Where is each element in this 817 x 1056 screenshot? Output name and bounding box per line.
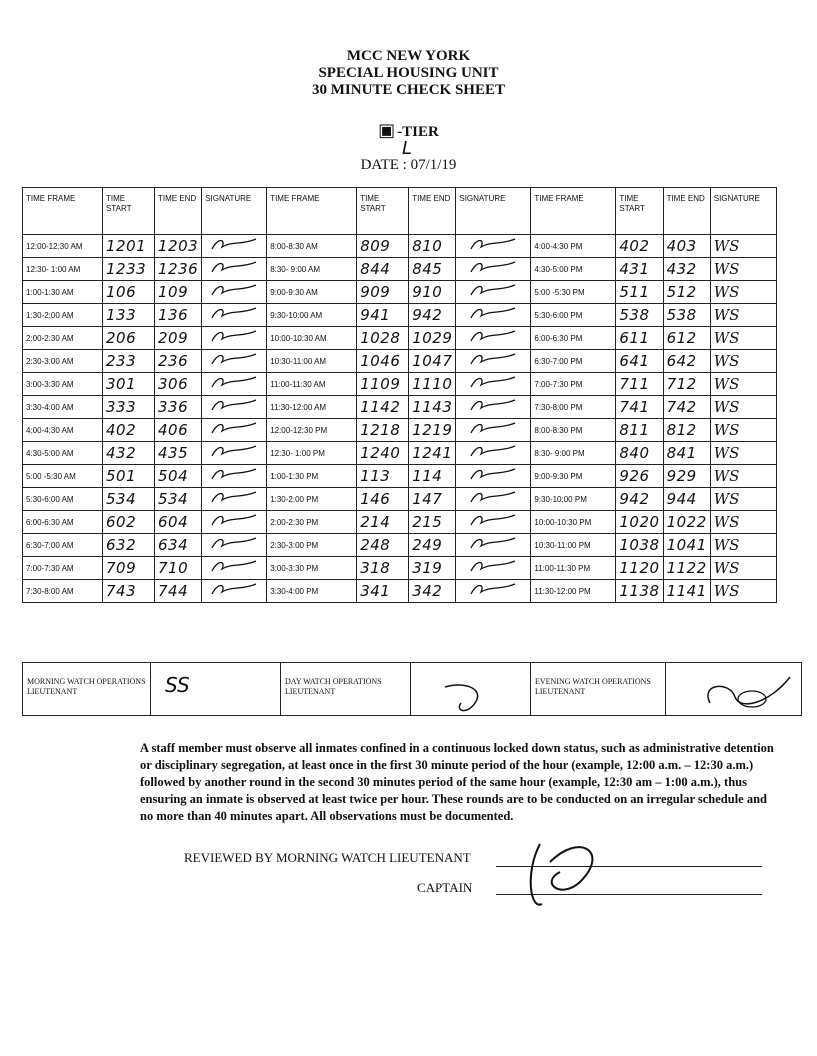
end-cell: 810	[409, 235, 456, 258]
time-frame-cell: 12:30- 1:00 PM	[267, 442, 357, 465]
signature-scrawl-icon	[206, 281, 262, 299]
start-cell: 1201	[103, 235, 155, 258]
time-frame-cell: 5:30-6:00 AM	[23, 488, 103, 511]
table-header-row	[23, 188, 777, 235]
col-time-end: TIME END	[663, 188, 710, 235]
start-cell: 840	[616, 442, 663, 465]
check-log-table	[22, 187, 777, 603]
table-row	[23, 396, 777, 419]
time-frame-cell: 9:30-10:00 AM	[267, 304, 357, 327]
start-cell: 1109	[357, 373, 409, 396]
signature-scrawl-icon	[206, 350, 262, 368]
time-frame-cell: 12:00-12:30 PM	[267, 419, 357, 442]
start-cell: 318	[357, 557, 409, 580]
end-cell: 534	[155, 488, 202, 511]
start-cell: 1038	[616, 534, 663, 557]
evening-signature-scrawl-icon	[680, 673, 800, 721]
end-cell: 114	[409, 465, 456, 488]
end-cell: 942	[409, 304, 456, 327]
time-frame-cell: 4:00-4:30 PM	[531, 235, 616, 258]
start-cell: 538	[616, 304, 663, 327]
tier-text: -TIER	[397, 124, 439, 140]
end-cell: 1122	[663, 557, 710, 580]
table-row	[23, 488, 777, 511]
end-cell: 319	[409, 557, 456, 580]
start-cell: 743	[103, 580, 155, 603]
col-time-frame: TIME FRAME	[23, 188, 103, 235]
start-cell: 711	[616, 373, 663, 396]
signature-cell	[456, 511, 531, 534]
time-frame-cell: 3:00-3:30 PM	[267, 557, 357, 580]
signature-scrawl-icon	[465, 304, 521, 322]
morning-lt-signature: SS	[151, 663, 281, 715]
end-cell: 1041	[663, 534, 710, 557]
time-frame-cell: 6:30-7:00 PM	[531, 350, 616, 373]
end-cell: 742	[663, 396, 710, 419]
table-row	[23, 419, 777, 442]
time-frame-cell: 2:30-3:00 AM	[23, 350, 103, 373]
signature-scrawl-icon	[465, 488, 521, 506]
signature-cell	[456, 580, 531, 603]
time-frame-cell: 9:00-9:30 PM	[531, 465, 616, 488]
evening-lt-label: EVENING WATCH OPERATIONS LIEUTENANT	[531, 663, 666, 715]
signature-cell	[456, 281, 531, 304]
time-frame-cell: 11:00-11:30 AM	[267, 373, 357, 396]
end-cell: 1241	[409, 442, 456, 465]
time-frame-cell: 4:00-4:30 AM	[23, 419, 103, 442]
col-signature: SIGNATURE	[456, 188, 531, 235]
check-log-body	[23, 235, 777, 603]
signature-cell: WS	[710, 419, 776, 442]
start-cell: 431	[616, 258, 663, 281]
time-frame-cell: 9:30-10:00 PM	[531, 488, 616, 511]
end-cell: 1143	[409, 396, 456, 419]
signature-scrawl-icon	[465, 511, 521, 529]
time-frame-cell: 4:30-5:00 PM	[531, 258, 616, 281]
signature-cell	[202, 419, 267, 442]
end-cell: 812	[663, 419, 710, 442]
time-frame-cell: 12:30- 1:00 AM	[23, 258, 103, 281]
time-frame-cell: 10:30-11:00 PM	[531, 534, 616, 557]
time-frame-cell: 7:00-7:30 AM	[23, 557, 103, 580]
reviewer-signature-icon	[520, 832, 610, 912]
reviewed-by-label: REVIEWED BY MORNING WATCH LIEUTENANT	[184, 850, 471, 865]
signature-scrawl-icon	[206, 258, 262, 276]
table-row	[23, 580, 777, 603]
time-frame-cell: 1:30-2:00 AM	[23, 304, 103, 327]
end-cell: 136	[155, 304, 202, 327]
day-lt-label	[281, 663, 411, 715]
col-signature: SIGNATURE	[202, 188, 267, 235]
end-cell: 215	[409, 511, 456, 534]
start-cell: 1046	[357, 350, 409, 373]
start-cell: 1120	[616, 557, 663, 580]
col-time-start: TIME START	[616, 188, 663, 235]
signature-cell	[202, 557, 267, 580]
table-row	[23, 281, 777, 304]
signature-scrawl-icon	[206, 465, 262, 483]
start-cell: 926	[616, 465, 663, 488]
signature-scrawl-icon	[206, 419, 262, 437]
sheet-header	[0, 48, 817, 99]
instructions-paragraph: A staff member must observe all inmates confined in a continuous locked down status, such as administrative detention or disciplinary segregation, at least once in the first 30 minute period of the hour (example, 12:00 a.m. – 12:30 a.m.) followed by another round in the second 30 minutes period of the same hour (example, 12:30 am – 1:00 a.m.), thus ensuring an inmate is observed at least twice per hour. These rounds are to be conducted on an irregular schedule and no more than 40 minutes apart. All observations must be documented.	[140, 741, 774, 823]
end-cell: 147	[409, 488, 456, 511]
signature-scrawl-icon	[206, 488, 262, 506]
table-row	[23, 350, 777, 373]
time-frame-cell: 4:30-5:00 AM	[23, 442, 103, 465]
col-time-end: TIME END	[409, 188, 456, 235]
time-frame-cell: 3:30-4:00 AM	[23, 396, 103, 419]
signature-cell	[202, 281, 267, 304]
end-cell: 944	[663, 488, 710, 511]
time-frame-cell: 8:30- 9:00 PM	[531, 442, 616, 465]
time-frame-cell: 11:30-12:00 PM	[531, 580, 616, 603]
start-cell: 809	[357, 235, 409, 258]
signature-cell: WS	[710, 580, 776, 603]
start-cell: 432	[103, 442, 155, 465]
table-row	[23, 557, 777, 580]
signature-cell	[456, 235, 531, 258]
signature-scrawl-icon	[465, 350, 521, 368]
end-cell: 336	[155, 396, 202, 419]
start-cell: 146	[357, 488, 409, 511]
time-frame-cell: 2:00-2:30 PM	[267, 511, 357, 534]
start-cell: 811	[616, 419, 663, 442]
signature-cell	[202, 511, 267, 534]
signature-cell: WS	[710, 373, 776, 396]
signature-cell: WS	[710, 327, 776, 350]
signature-scrawl-icon	[465, 327, 521, 345]
signature-cell	[456, 258, 531, 281]
time-frame-cell: 9:00-9:30 AM	[267, 281, 357, 304]
time-frame-cell: 6:30-7:00 AM	[23, 534, 103, 557]
signature-cell	[456, 373, 531, 396]
end-cell: 432	[663, 258, 710, 281]
end-cell: 1029	[409, 327, 456, 350]
signature-cell	[456, 304, 531, 327]
signature-scrawl-icon	[465, 235, 521, 253]
start-cell: 1028	[357, 327, 409, 350]
table-row	[23, 465, 777, 488]
start-cell: 1240	[357, 442, 409, 465]
time-frame-cell: 8:30- 9:00 AM	[267, 258, 357, 281]
start-cell: 1233	[103, 258, 155, 281]
signature-cell	[456, 396, 531, 419]
table-row	[23, 511, 777, 534]
end-cell: 1236	[155, 258, 202, 281]
start-cell: 511	[616, 281, 663, 304]
start-cell: 341	[357, 580, 409, 603]
signature-cell: WS	[710, 465, 776, 488]
signature-cell: WS	[710, 281, 776, 304]
signature-cell	[202, 465, 267, 488]
end-cell: 435	[155, 442, 202, 465]
start-cell: 909	[357, 281, 409, 304]
table-row	[23, 258, 777, 281]
signature-scrawl-icon	[206, 373, 262, 391]
signature-scrawl-icon	[206, 304, 262, 322]
signature-scrawl-icon	[465, 258, 521, 276]
signature-cell	[202, 580, 267, 603]
signature-cell	[202, 442, 267, 465]
end-cell: 612	[663, 327, 710, 350]
signature-cell	[456, 488, 531, 511]
header-unit: SPECIAL HOUSING UNIT	[318, 65, 499, 81]
signature-cell: WS	[710, 442, 776, 465]
signature-cell	[202, 396, 267, 419]
start-cell: 1138	[616, 580, 663, 603]
signature-cell	[456, 350, 531, 373]
end-cell: 910	[409, 281, 456, 304]
start-cell: 941	[357, 304, 409, 327]
time-frame-cell: 11:30-12:00 AM	[267, 396, 357, 419]
signature-cell	[202, 350, 267, 373]
signature-cell	[202, 373, 267, 396]
time-frame-cell: 7:00-7:30 PM	[531, 373, 616, 396]
signature-scrawl-icon	[206, 396, 262, 414]
start-cell: 641	[616, 350, 663, 373]
time-frame-cell: 12:00-12:30 AM	[23, 235, 103, 258]
signature-scrawl-icon	[465, 534, 521, 552]
signature-cell: WS	[710, 304, 776, 327]
lieutenant-signoff	[22, 662, 802, 716]
start-cell: 402	[616, 235, 663, 258]
table-row	[23, 304, 777, 327]
time-frame-cell: 7:30-8:00 PM	[531, 396, 616, 419]
day-signature-scrawl-icon	[425, 673, 525, 721]
time-frame-cell: 3:30-4:00 PM	[267, 580, 357, 603]
time-frame-cell: 5:00 -5:30 PM	[531, 281, 616, 304]
signature-scrawl-icon	[206, 511, 262, 529]
col-time-frame: TIME FRAME	[531, 188, 616, 235]
header-title: 30 MINUTE CHECK SHEET	[312, 82, 505, 98]
end-cell: 538	[663, 304, 710, 327]
signature-cell	[456, 465, 531, 488]
end-cell: 403	[663, 235, 710, 258]
end-cell: 845	[409, 258, 456, 281]
evening-lt-signature	[666, 663, 799, 715]
sheet-date: DATE : 07/1/19	[360, 157, 457, 173]
time-frame-cell: 2:00-2:30 AM	[23, 327, 103, 350]
start-cell: 248	[357, 534, 409, 557]
end-cell: 929	[663, 465, 710, 488]
start-cell: 741	[616, 396, 663, 419]
end-cell: 236	[155, 350, 202, 373]
time-frame-cell: 7:30-8:00 AM	[23, 580, 103, 603]
start-cell: 602	[103, 511, 155, 534]
signature-scrawl-icon	[206, 235, 262, 253]
end-cell: 1022	[663, 511, 710, 534]
signature-cell	[202, 304, 267, 327]
time-frame-cell: 10:00-10:30 PM	[531, 511, 616, 534]
end-cell: 642	[663, 350, 710, 373]
table-row	[23, 442, 777, 465]
time-frame-cell: 8:00-8:30 AM	[267, 235, 357, 258]
end-cell: 1047	[409, 350, 456, 373]
start-cell: 611	[616, 327, 663, 350]
time-frame-cell: 3:00-3:30 AM	[23, 373, 103, 396]
start-cell: 206	[103, 327, 155, 350]
time-frame-cell: 1:00-1:30 PM	[267, 465, 357, 488]
signature-scrawl-icon	[465, 373, 521, 391]
col-time-start: TIME START	[357, 188, 409, 235]
start-cell: 106	[103, 281, 155, 304]
start-cell: 1142	[357, 396, 409, 419]
end-cell: 109	[155, 281, 202, 304]
signature-scrawl-icon	[206, 580, 262, 598]
signature-cell: WS	[710, 350, 776, 373]
time-frame-cell: 2:30-3:00 PM	[267, 534, 357, 557]
tier-handwritten: L	[402, 138, 413, 159]
col-time-end: TIME END	[155, 188, 202, 235]
end-cell: 1203	[155, 235, 202, 258]
signature-scrawl-icon	[465, 419, 521, 437]
start-cell: 402	[103, 419, 155, 442]
signature-scrawl-icon	[206, 557, 262, 575]
start-cell: 133	[103, 304, 155, 327]
start-cell: 534	[103, 488, 155, 511]
time-frame-cell: 10:30-11:00 AM	[267, 350, 357, 373]
time-frame-cell: 6:00-6:30 PM	[531, 327, 616, 350]
signature-cell	[456, 327, 531, 350]
start-cell: 709	[103, 557, 155, 580]
end-cell: 512	[663, 281, 710, 304]
start-cell: 1020	[616, 511, 663, 534]
end-cell: 634	[155, 534, 202, 557]
signature-scrawl-icon	[465, 465, 521, 483]
signature-scrawl-icon	[206, 442, 262, 460]
time-frame-cell: 6:00-6:30 AM	[23, 511, 103, 534]
start-cell: 501	[103, 465, 155, 488]
morning-lt-label: MORNING WATCH OPERATIONS LIEUTENANT	[23, 663, 151, 715]
signature-scrawl-icon	[465, 396, 521, 414]
signature-cell	[202, 327, 267, 350]
table-row	[23, 373, 777, 396]
day-lt-signature	[411, 663, 531, 715]
end-cell: 604	[155, 511, 202, 534]
signature-scrawl-icon	[465, 442, 521, 460]
end-cell: 710	[155, 557, 202, 580]
table-row	[23, 235, 777, 258]
signature-cell	[202, 534, 267, 557]
start-cell: 333	[103, 396, 155, 419]
time-frame-cell: 8:00-8:30 PM	[531, 419, 616, 442]
signature-cell: WS	[710, 488, 776, 511]
start-cell: 113	[357, 465, 409, 488]
signature-cell: WS	[710, 557, 776, 580]
end-cell: 1110	[409, 373, 456, 396]
signature-cell: WS	[710, 258, 776, 281]
col-time-start: TIME START	[103, 188, 155, 235]
end-cell: 841	[663, 442, 710, 465]
end-cell: 744	[155, 580, 202, 603]
time-frame-cell: 5:00 -5:30 AM	[23, 465, 103, 488]
end-cell: 306	[155, 373, 202, 396]
end-cell: 1219	[409, 419, 456, 442]
signature-cell: WS	[710, 396, 776, 419]
signature-cell	[456, 442, 531, 465]
start-cell: 1218	[357, 419, 409, 442]
signature-cell: WS	[710, 511, 776, 534]
start-cell: 301	[103, 373, 155, 396]
table-row	[23, 327, 777, 350]
captain-label: CAPTAIN	[417, 880, 473, 895]
col-time-frame: TIME FRAME	[267, 188, 357, 235]
signature-cell	[456, 534, 531, 557]
start-cell: 632	[103, 534, 155, 557]
end-cell: 406	[155, 419, 202, 442]
signature-scrawl-icon	[465, 580, 521, 598]
table-row	[23, 534, 777, 557]
col-signature: SIGNATURE	[710, 188, 776, 235]
end-cell: 342	[409, 580, 456, 603]
signature-cell	[202, 235, 267, 258]
start-cell: 214	[357, 511, 409, 534]
tier-scribble-icon: ▣	[378, 120, 396, 141]
start-cell: 942	[616, 488, 663, 511]
time-frame-cell: 1:30-2:00 PM	[267, 488, 357, 511]
signature-scrawl-icon	[465, 557, 521, 575]
signature-scrawl-icon	[206, 327, 262, 345]
signature-scrawl-icon	[206, 534, 262, 552]
start-cell: 844	[357, 258, 409, 281]
time-frame-cell: 10:00-10:30 AM	[267, 327, 357, 350]
day-lt-text: DAY WATCH OPERATIONS LIEUTENANT	[285, 677, 382, 696]
time-frame-cell: 11:00-11:30 PM	[531, 557, 616, 580]
signature-scrawl-icon	[465, 281, 521, 299]
header-facility: MCC NEW YORK	[346, 48, 471, 64]
time-frame-cell: 1:00-1:30 AM	[23, 281, 103, 304]
end-cell: 504	[155, 465, 202, 488]
signature-cell	[456, 419, 531, 442]
end-cell: 249	[409, 534, 456, 557]
signature-cell: WS	[710, 235, 776, 258]
signature-cell: WS	[710, 534, 776, 557]
end-cell: 1141	[663, 580, 710, 603]
start-cell: 233	[103, 350, 155, 373]
end-cell: 209	[155, 327, 202, 350]
end-cell: 712	[663, 373, 710, 396]
signature-cell	[202, 258, 267, 281]
signature-cell	[456, 557, 531, 580]
time-frame-cell: 5:30-6:00 PM	[531, 304, 616, 327]
signature-cell	[202, 488, 267, 511]
